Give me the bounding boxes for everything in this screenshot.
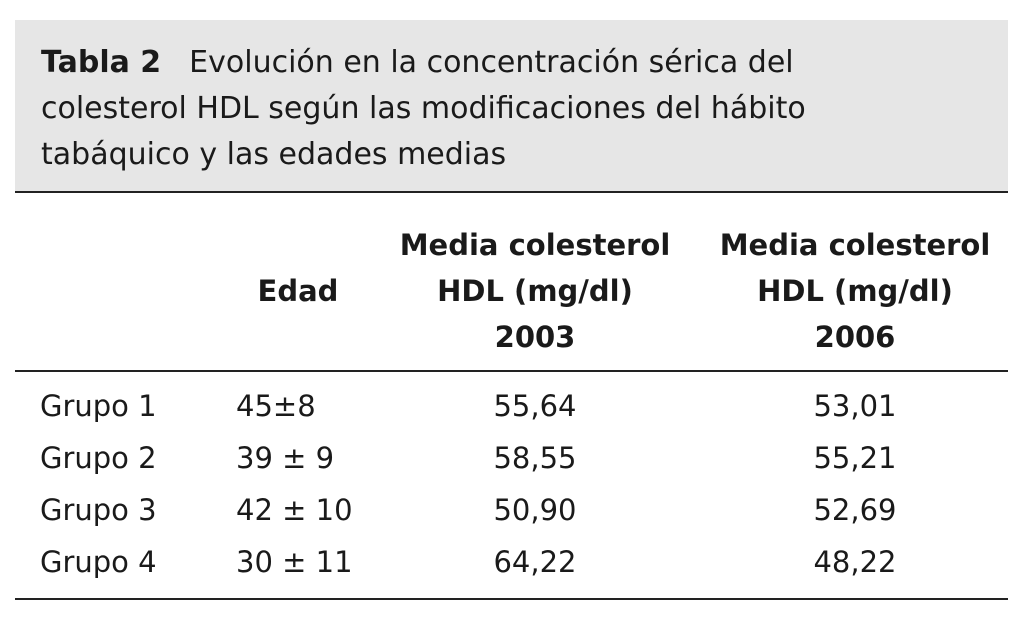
- caption-title-line-1: Evolución en la concentración sérica del: [189, 45, 794, 80]
- row-hdl-2006: 53,01: [813, 389, 897, 423]
- row-hdl-2003: 64,22: [493, 545, 577, 579]
- header-2006-line-2: HDL (mg/dl): [757, 274, 953, 308]
- header-2003-line-3: 2003: [494, 320, 576, 354]
- row-hdl-2003: 50,90: [493, 493, 577, 527]
- table-label: Tabla 2: [41, 45, 162, 80]
- row-edad: 30 ± 11: [236, 545, 353, 579]
- row-hdl-2006: 52,69: [813, 493, 897, 527]
- header-hdl-2003: [375, 222, 695, 360]
- row-edad: 42 ± 10: [236, 493, 353, 527]
- header-2003-line-1: Media colesterol: [399, 228, 671, 262]
- row-hdl-2003: 55,64: [493, 389, 577, 423]
- table-row: [0, 380, 1033, 432]
- header-edad-label: Edad: [257, 274, 339, 308]
- table-caption: [15, 20, 1008, 192]
- header-edad: [218, 268, 378, 314]
- bottom-rule: [15, 598, 1008, 600]
- row-hdl-2003: 58,55: [493, 441, 577, 475]
- row-name: Grupo 2: [40, 441, 157, 475]
- caption-title-line-3: tabáquico y las edades medias: [41, 137, 507, 172]
- row-name: Grupo 3: [40, 493, 157, 527]
- row-edad: 39 ± 9: [236, 441, 335, 475]
- table-row: [0, 484, 1033, 536]
- header-2006-line-3: 2006: [814, 320, 896, 354]
- header-2006-line-1: Media colesterol: [719, 228, 991, 262]
- row-hdl-2006: 48,22: [813, 545, 897, 579]
- caption-title-line-2: colesterol HDL según las modificaciones del hábito: [41, 91, 806, 126]
- header-2003-line-2: HDL (mg/dl): [437, 274, 633, 308]
- header-rule: [15, 370, 1008, 372]
- table-row: [0, 536, 1033, 588]
- header-hdl-2006: [695, 222, 1015, 360]
- row-hdl-2006: 55,21: [813, 441, 897, 475]
- top-rule: [15, 191, 1008, 193]
- row-edad: 45±8: [236, 389, 316, 423]
- row-name: Grupo 4: [40, 545, 157, 579]
- caption-line-1: [41, 40, 988, 86]
- table-row: [0, 432, 1033, 484]
- row-name: Grupo 1: [40, 389, 157, 423]
